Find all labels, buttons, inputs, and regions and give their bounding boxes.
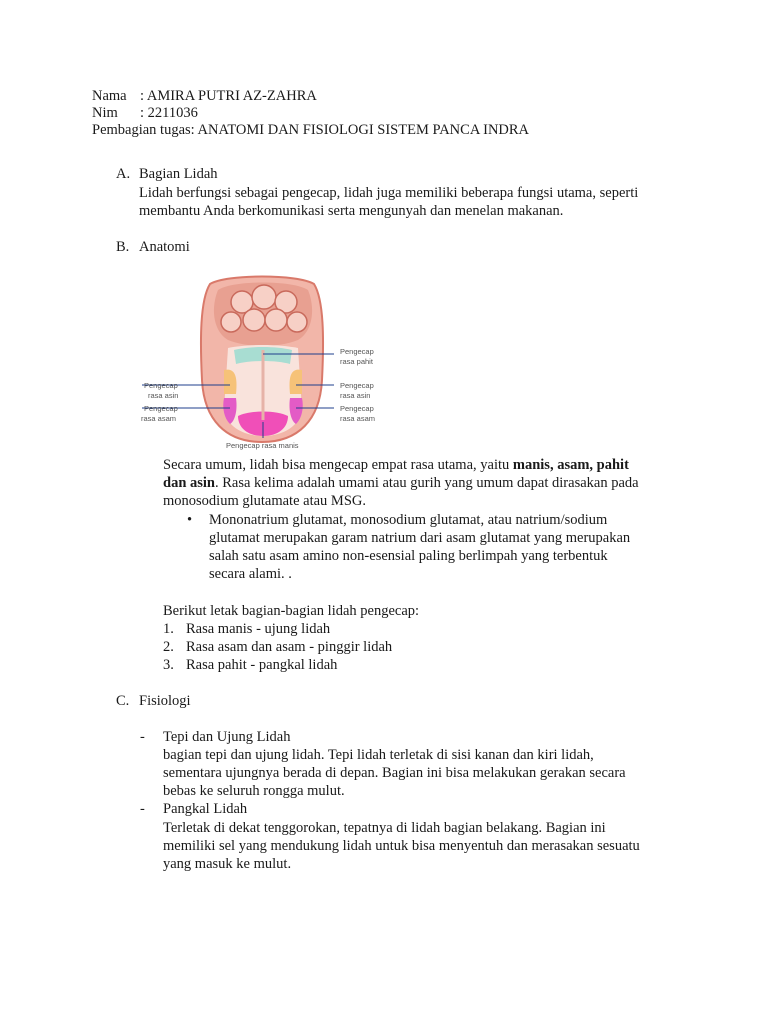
para-text: Secara umum, lidah bisa mengecap empat rasa utama, yaitu xyxy=(163,457,513,473)
section-b-para-line-2 xyxy=(163,474,639,492)
section-c-title: Fisiologi xyxy=(139,693,191,709)
label-salty-right-1: Pengecap xyxy=(340,381,374,390)
papilla xyxy=(265,309,287,331)
list-num-3: 3. xyxy=(163,657,174,673)
section-b-marker: B. xyxy=(116,239,130,255)
section-b-title: Anatomi xyxy=(139,239,190,255)
fisiologi-item-2-line-1: Terletak di dekat tenggorokan, tepatnya di lidah bagian belakang. Bagian ini xyxy=(163,820,606,836)
para-bold-text: manis, asam, pahit xyxy=(512,457,629,473)
section-b-para-line-1 xyxy=(163,456,629,474)
bullet-symbol: • xyxy=(187,512,193,528)
fisiologi-item-2-title: Pangkal Lidah xyxy=(163,801,248,817)
list-item-3: Rasa pahit - pangkal lidah xyxy=(186,657,338,673)
fisiologi-item-1-line-2: sementara ujungnya berada di depan. Bagian ini bisa melakukan gerakan secara xyxy=(163,765,626,781)
section-a-line-1: Lidah berfungsi sebagai pengecap, lidah juga memiliki beberapa fungsi utama, seperti xyxy=(139,185,639,201)
label-bitter-1: Pengecap xyxy=(340,347,374,356)
section-a-marker: A. xyxy=(116,166,131,182)
fisiologi-item-1-title: Tepi dan Ujung Lidah xyxy=(163,729,291,745)
label-sour-right-2: rasa asam xyxy=(340,414,376,423)
papilla xyxy=(243,309,265,331)
bullet-line-4: secara alami. . xyxy=(209,566,292,582)
header-name-row xyxy=(92,87,317,105)
nim-value: : 2211036 xyxy=(140,105,198,121)
fisiologi-item-2-line-2: memiliki sel yang mendukung lidah untuk bisa menyentuh dan merasakan sesuatu xyxy=(163,838,640,854)
label-salty-left-2: rasa asin xyxy=(148,391,179,400)
label-sweet: Pengecap rasa manis xyxy=(226,441,299,450)
label-salty-right-2: rasa asin xyxy=(340,391,371,400)
bullet-line-3: salah satu asam amino non-esensial paling berlimpah yang terbentuk xyxy=(209,548,608,564)
papilla xyxy=(252,285,276,309)
list-num-1: 1. xyxy=(163,621,174,637)
tongue-svg xyxy=(138,270,388,455)
fisiologi-item-1-line-1: bagian tepi dan ujung lidah. Tepi lidah terletak di sisi kanan dan kiri lidah, xyxy=(163,747,594,763)
label-sour-left-2: rasa asam xyxy=(141,414,177,423)
bullet-line-1: Mononatrium glutamat, monosodium glutamat, atau natrium/sodium xyxy=(209,512,608,528)
name-label: Nama xyxy=(92,88,127,104)
section-a-line-2: membantu Anda berkomunikasi serta mengunyah dan menelan makanan. xyxy=(139,203,564,219)
para-bold-text: dan asin xyxy=(163,475,215,491)
label-sour-left-1: Pengecap xyxy=(144,404,178,413)
list-intro: Berikut letak bagian-bagian lidah pengecap: xyxy=(163,603,420,619)
para-text: . Rasa kelima adalah umami atau gurih yang umum dapat dirasakan pada xyxy=(215,475,639,491)
bullet-line-2: glutamat merupakan garam natrium dari asam glutamat yang merupakan xyxy=(209,530,631,546)
papilla xyxy=(287,312,307,332)
list-num-2: 2. xyxy=(163,639,174,655)
section-b-para-line-3: monosodium glutamate atau MSG. xyxy=(163,493,366,509)
label-sour-right-1: Pengecap xyxy=(340,404,374,413)
fisiologi-dash-1: - xyxy=(140,729,145,745)
tongue-diagram xyxy=(138,270,388,455)
label-salty-left-1: Pengecap xyxy=(144,381,178,390)
section-c-marker: C. xyxy=(116,693,130,709)
list-item-1: Rasa manis - ujung lidah xyxy=(186,621,331,637)
header-nim-row xyxy=(92,104,198,122)
nim-label: Nim xyxy=(92,105,118,121)
fisiologi-item-1-line-3: bebas ke seluruh rongga mulut. xyxy=(163,783,345,799)
list-item-2: Rasa asam dan asam - pinggir lidah xyxy=(186,639,393,655)
fisiologi-item-2-line-3: yang masuk ke mulut. xyxy=(163,856,292,872)
assignment-line: Pembagian tugas: ANATOMI DAN FISIOLOGI SISTEM PANCA INDRA xyxy=(92,122,530,138)
label-bitter-2: rasa pahit xyxy=(340,357,373,366)
papilla xyxy=(221,312,241,332)
fisiologi-dash-2: - xyxy=(140,801,145,817)
section-a-title: Bagian Lidah xyxy=(139,166,218,182)
name-value: : AMIRA PUTRI AZ-ZAHRA xyxy=(140,88,317,104)
